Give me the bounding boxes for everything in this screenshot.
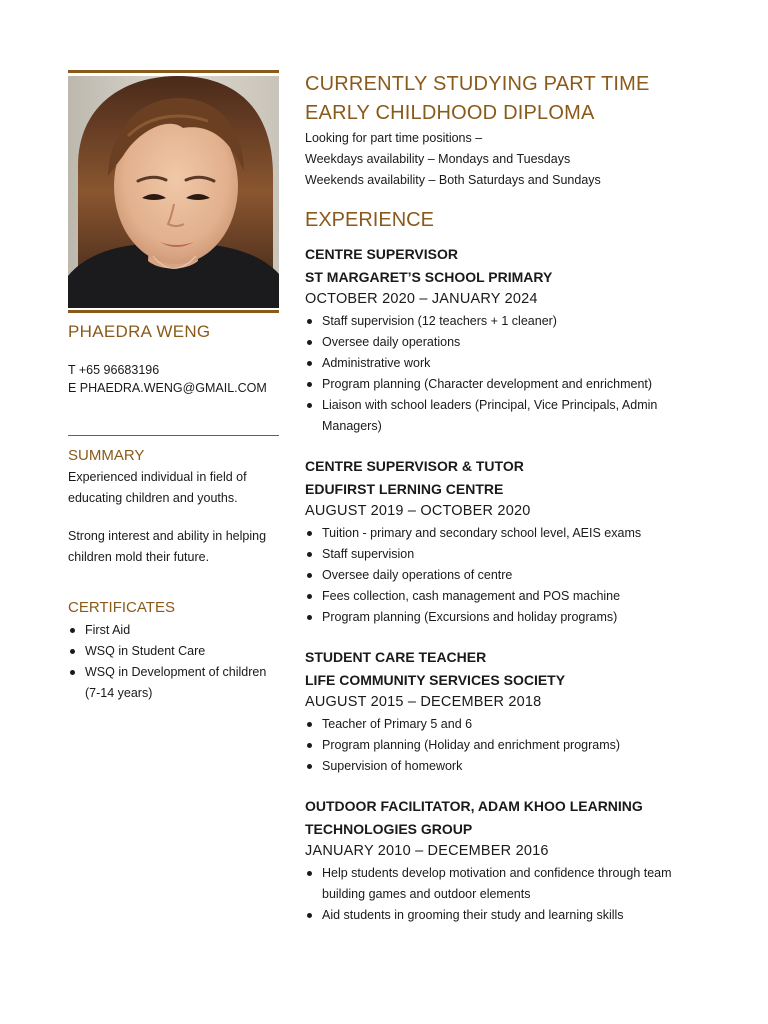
job-duties [305, 714, 705, 777]
contact-info [68, 361, 279, 397]
contact-email: E PHAEDRA.WENG@GMAIL.COM [68, 381, 267, 395]
certificates-list [68, 620, 279, 704]
job-organization: LIFE COMMUNITY SERVICES SOCIETY [305, 672, 566, 688]
job-duty: Administrative work [305, 353, 705, 374]
job-dates: AUGUST 2015 – DECEMBER 2018 [305, 694, 542, 710]
job-organization: ST MARGARET’S SCHOOL PRIMARY [305, 269, 553, 285]
job-duty: Program planning (Excursions and holiday programs) [305, 607, 705, 628]
job-duties [305, 863, 705, 926]
job-title: STUDENT CARE TEACHER [305, 649, 487, 665]
job-dates: JANUARY 2010 – DECEMBER 2016 [305, 843, 549, 859]
job-duty: Liaison with school leaders (Principal, Vice Principals, Admin Managers) [305, 395, 705, 437]
summary-paragraph: Strong interest and ability in helping children mold their future. [68, 529, 267, 564]
job-duty: Staff supervision (12 teachers + 1 cleaner) [305, 311, 705, 332]
experience-heading: EXPERIENCE [305, 209, 434, 231]
photo-top-rule [68, 70, 279, 73]
job-dates: OCTOBER 2020 – JANUARY 2024 [305, 291, 538, 307]
summary-paragraph: Experienced individual in field of educating children and youths. [68, 470, 247, 505]
job-duty: Aid students in grooming their study and learning skills [305, 905, 705, 926]
job-entry [305, 455, 705, 628]
job-duty: Supervision of homework [305, 756, 705, 777]
job-dates: AUGUST 2019 – OCTOBER 2020 [305, 503, 531, 519]
job-duty: Oversee daily operations [305, 332, 705, 353]
job-duty: Program planning (Holiday and enrichment programs) [305, 735, 705, 756]
sidebar [68, 70, 279, 704]
job-duty: Program planning (Character development and enrichment) [305, 374, 705, 395]
job-duty: Fees collection, cash management and POS machine [305, 586, 705, 607]
intro-line: Looking for part time positions – [305, 131, 483, 145]
job-entry [305, 646, 705, 777]
profile-name: PHAEDRA WENG [68, 322, 211, 341]
job-duty: Help students develop motivation and confidence through team building games and outdoor elements [305, 863, 705, 905]
job-duty: Teacher of Primary 5 and 6 [305, 714, 705, 735]
certificates-heading: CERTIFICATES [68, 599, 175, 616]
certificate-item: WSQ in Development of children (7-14 years) [68, 662, 279, 704]
main-content [305, 70, 705, 926]
intro-heading: CURRENTLY STUDYING PART TIME EARLY CHILDHOOD DIPLOMA [305, 73, 650, 124]
certificate-item: WSQ in Student Care [68, 641, 279, 662]
job-entry [305, 243, 705, 437]
intro-line: Weekends availability – Both Saturdays and Sundays [305, 173, 601, 187]
job-duty: Tuition - primary and secondary school level, AEIS exams [305, 523, 705, 544]
intro-text [305, 128, 705, 191]
summary-heading: SUMMARY [68, 447, 145, 464]
job-title: OUTDOOR FACILITATOR, ADAM KHOO LEARNING TECHNOLOGIES GROUP [305, 798, 643, 837]
certificate-item: First Aid [68, 620, 279, 641]
contact-phone: T +65 96683196 [68, 363, 160, 377]
job-title: CENTRE SUPERVISOR [305, 246, 458, 262]
photo-bottom-rule [68, 310, 279, 313]
intro-line: Weekdays availability – Mondays and Tuesdays [305, 152, 571, 166]
profile-photo [68, 76, 279, 308]
job-duty: Staff supervision [305, 544, 705, 565]
summary-divider [68, 435, 279, 436]
job-entry [305, 795, 705, 926]
job-duties [305, 311, 705, 437]
job-title: CENTRE SUPERVISOR & TUTOR [305, 458, 524, 474]
job-duty: Oversee daily operations of centre [305, 565, 705, 586]
job-organization: EDUFIRST LERNING CENTRE [305, 481, 504, 497]
job-duties [305, 523, 705, 628]
